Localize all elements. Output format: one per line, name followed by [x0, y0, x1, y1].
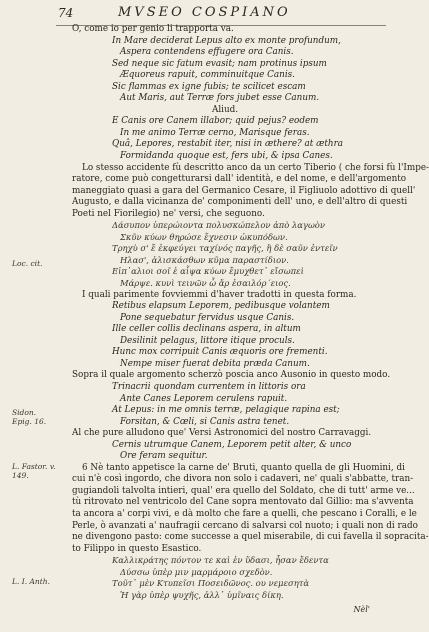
prose-line: 6 Nè tanto appetisce la carne de' Bruti, quanto quella de gli Huomini, di	[82, 462, 405, 473]
verse-line: Aspera contendens effugere ora Canis.	[120, 47, 294, 58]
prose-line: maneggiato quasi a gara del Germanico Cesare, il Figliuolo adottivo di quell'	[72, 185, 416, 196]
prose-line: Al che pure alludono que' Versi Astronomici del nostro Carravaggi.	[72, 428, 372, 439]
prose-line: ta ancora a' corpi vivi, e dà molto che fare a quelli, che pescano i Coralli, e le	[72, 508, 417, 519]
prose-line: I quali parimente fovviemmi d'haver tradotti in questa forma.	[82, 289, 357, 300]
greek-verse-line: Εἰπ᾿αλιοι σοῖ ἐ αἶψα κύων ἔμυχθετ᾿ εἴσωπεὶ	[112, 266, 304, 277]
prose-line: Perle, ò avanzati a' naufragii cercano di salvarsi col nuoto; i quali non di rado	[72, 520, 418, 531]
prose-line: Augusto, e dalla vicinanza de' componimenti dell' uno, e dell'altro di questi	[72, 197, 408, 208]
verse-line: Æquoreus rapuit, comminuitque Canis.	[120, 70, 295, 81]
greek-verse-line: Ηλασ', ἁλισκάσθων κῦμα παραστίδιον.	[120, 254, 289, 265]
verse-line: Sed neque sic fatum evasit; nam protinus ipsum	[112, 58, 327, 69]
verse-line: Formidanda quoque est, fers ubi, & ipsa Canes.	[120, 151, 333, 162]
page-body	[72, 24, 429, 601]
margin-note-fastorum: L. Fastor. v. 149.	[12, 462, 56, 480]
greek-verse-line: Τρηχὺ σ' ἔ ἐκφεύγει ταχίνός παγῆς, ἢ δὲ σαῦν ἐντεῖν	[112, 243, 338, 254]
prose-line: Lo stesso accidente fù descritto anco da un certo Tiberio ( che forsi fù l'Impe-	[82, 162, 429, 173]
verse-line: Forsitan, & Cœli, si Canis astra tenet.	[120, 416, 290, 427]
prose-line: ne divengono pasto: come successe a quel miserabile, di cui favella il sopracita-	[72, 532, 429, 543]
prose-line: Sopra il quale argomento scherzò poscia anco Ausonio in questo modo.	[72, 370, 391, 381]
greek-verse-line: Τοῦτ᾽ μὲν Κτυπεῖσι Ποσειδῶνος. ου νεμεσητὰ	[112, 578, 310, 589]
verse-line: Ante Canes Leporem cerulens rapuit.	[120, 393, 288, 404]
verse-line: Ore feram sequitur.	[120, 451, 208, 462]
verse-line: Quâ, Lepores, restabit iter, nisi in æthere? at æthra	[112, 139, 344, 150]
verse-line: Sic flammas ex igne fubis; te scilicet escam	[112, 81, 306, 92]
verse-line: Cernis utrumque Canem, Leporem petit alter, & unco	[112, 439, 352, 450]
running-title: MVSEO COSPIANO	[118, 5, 291, 20]
verse-line: E Canis ore Canem illabor; quid pejus? eodem	[112, 116, 319, 127]
verse-line: Aut Maris, aut Terræ fors jubet esse Canum.	[120, 93, 320, 104]
prose-line: to Filippo in questo Esastico.	[72, 543, 202, 554]
greek-verse-line: Δύσσω ὑπὲρ μιν μαρμάροιο σχεδὸν.	[120, 566, 273, 577]
verse-line: Retibus elapsum Leporem, pedibusque volantem	[112, 301, 330, 312]
verse-line: Ille celler collis declinans aspera, in altum	[112, 324, 301, 335]
verse-line: At Lepus: in me omnis terræ, pelagique rapina est;	[112, 405, 340, 416]
page-header	[0, 4, 406, 22]
prose-line: ratore, come può congetturarsi dall' identità, e del nome, e dell'argomento	[72, 174, 407, 185]
margin-note-loc-cit: Loc. cit.	[12, 259, 43, 268]
greek-verse-line: Δάσυπον ὑπερώιοντα πολυσκώπελον ἀπὸ λαγωὸν	[112, 220, 325, 231]
verse-line: In Mare deciderat Lepus alto ex monte profundum,	[112, 35, 341, 46]
verse-line: Nempe miser fuerat debita præda Canum.	[120, 358, 310, 369]
prose-line: tù ritrovato nel ventricolo del Cane sopra mentovato dal Gillio: ma s'avventa	[72, 497, 414, 508]
greek-verse-line: Καλλικράτης πόντον τε καὶ ἐν ὕδασι, ἦσαν ἔδεντα	[112, 555, 329, 566]
verse-line: Pone sequebatur fervidus usque Canis.	[120, 312, 295, 323]
page-number: 74	[58, 6, 74, 20]
prose-line: gugiandoli talvolta intieri, qual' era quello del Soldato, che di tutt' arme ve...	[72, 485, 415, 496]
margin-note-sidonius: Sidon. Epig. 16.	[12, 408, 47, 426]
greek-verse-line: Σκῦν κύων θηρώσε ἔχνεσιν ὠκυπόδων.	[120, 231, 288, 242]
verse-line: Desilinit pelagus, littore itique proculs.	[120, 335, 295, 346]
greek-verse-line: Ἠ γὰρ ὑπὲρ ψυχῆς, ἀλλ᾿ ὑμῖναις δίκη.	[120, 589, 284, 600]
prose-line: Poeti nel Fiorilegio) ne' versi, che seguono.	[72, 208, 265, 219]
section-heading: Aliud.	[212, 104, 239, 115]
text-line: O, come io per genio li trapporta va.	[72, 24, 234, 34]
catchword: Nèl'	[353, 605, 370, 614]
greek-verse-line: Μάρψε. κυνὶ τεινῶν ὦ ἄρ ἐσαιλόρ΄ειος.	[120, 278, 291, 289]
verse-line: In me animo Terræ cerno, Marisque feras.	[120, 127, 310, 138]
verse-line: Hunc mox corripuit Canis æquoris ore frementi.	[112, 347, 328, 358]
verse-line: Trinacrii quondam currentem in littoris ora	[112, 381, 306, 392]
margin-note-anthology: L. I. Anth.	[12, 577, 50, 586]
prose-line: cui n'è così ingordo, che divora non solo i cadaveri, ne' quali s'abbatte, tran-	[72, 474, 414, 485]
